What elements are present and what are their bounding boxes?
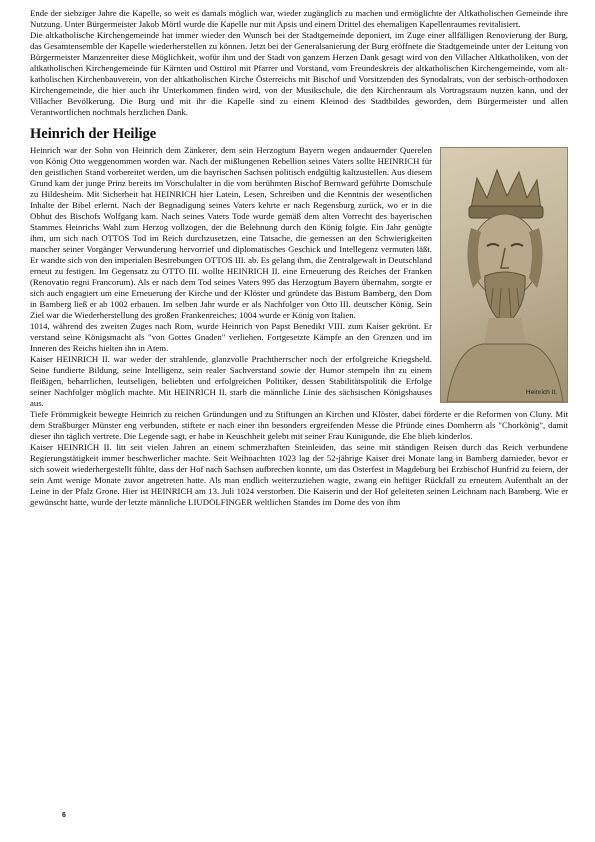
section-paragraph-3: Kaiser HEINRICH II. war weder der strahlende, glanzvolle Prachtherrscher noch der erfolgreiche Kriegsheld. Seine fundierte Bildung, seine Intelligenz, sein realer Sachverstand sowie der Humor stempeln ihn zu einem fleißigen, beharrlichen, leutseligen, beliebten und erfolgreichen Politiker, dessen Stabilitätspolitik die Erfolge seiner Nachfolger möglich machte. Mit HEINRICH II. starb die männliche Linie des sächsischen Königshauses aus.	[30, 354, 432, 408]
document-page	[30, 8, 568, 508]
bust-sculpture-image	[441, 148, 567, 402]
figure-caption: Heinrich II.	[525, 389, 557, 396]
portrait-figure	[440, 147, 568, 403]
section-heading: Heinrich der Heilige	[30, 126, 157, 142]
page-number: 6	[62, 812, 66, 819]
intro-paragraph-1: Ende der siebziger Jahre die Kapelle, so weit es damals möglich war, wieder zugänglich zu machen und ermöglichte der Altkatholischen Gemeinde ihre Nutzung. Unter Bürgermeister Jakob Mörtl wurde die Kapelle nur mit Apsis und einem Drittel des ehemaligen Kapellenraumes revitalisiert.	[30, 8, 568, 29]
intro-paragraph-2: Die altkatholische Kirchengemeinde hat immer wieder den Wunsch bei der Stadtgemeinde deponiert, im Zuge einer allfälligen Renovierung der Burg, das Gesamtensemble der Kapelle wiederherstellen zu können. Jetzt bei der Generalsanierung der Burg eröffnete die Stadtgemeinde unter der Leitung von Bürgermeister Manzenreiter diese Möglichkeit, wofür ihm und der Stadt von ganzem Herzen Dank gesagt wird von den Villacher Altkatholiken, von der altkatholischen Kirchengemeinde für Kärnten und Osttirol mit Pfarrer und Vorstand, vom Freundeskreis der altkatholischen Kirchengemeinde, vom alt-katholischen Kirchenbauverein, von der altkatholischen Kirche Österreichs mit Bischof und Vorsitzenden des Synodalrats, von der serbisch-orthodoxen Kirchengemeinde, die hier auch ihr Unterkommen finden wird, von der Musikschule, die den Kirchenraum als Vortragsraum nutzen kann, und der Villacher Bevölkerung. Die Burg und mit ihr die Kapelle sind zu einem Kleinod des Stadtbildes geworden, dem Bürgermeister und allen Verantwortlichen nochmals herzlichen Dank.	[30, 30, 568, 117]
section-paragraph-2: 1014, während des zweiten Zuges nach Rom, wurde Heinrich von Papst Benedikt VIII. zum Kaiser gekrönt. Er verstand seine Königsmacht als "von Gottes Gnaden" verliehen. Fortgesetzte Kämpfe an den Grenzen und im Inneren des Reichs hielten ihn in Atem.	[30, 321, 432, 353]
section-body	[30, 145, 568, 508]
section-paragraph-1: Heinrich war der Sohn von Heinrich dem Zänkerer, dem sein Herzogtum Bayern wegen andauernder Querelen von König Otto weggenommen worden war. Nach der mißlungenen Rebellion seines Vaters sollte HEINRICH für den geistlichen Stand vorbereitet werden, um die bayrischen Sachsen politisch endgültig kaltzustellen. Aus diesem Grund kam der junge Prinz bereits im Vorschulalter in die vom berühmten Bischof Bernward geführte Domschule zu Hildesheim. Mit Sicherheit hat HEINRICH hier Latein, Lesen, Schreiben und die Kenntnis der wesentlichen Inhalte der Bibel erlernt. Nach der Begnadigung seines Vaters kehrte er nach Regensburg zurück, wo er in die Obhut des Bischofs Wolfgang kam. Nach seines Vaters Tode wurde gemäß dem alten Vorrecht des bayerischen Stammes Heinrichs Wahl zum Herzog vollzogen, der die Belehnung durch den König folgte. Ein Jahr genügte ihm, um sich nach OTTOS Tod im Reich durchzusetzen, eine Tatsache, die gemessen an den Schwierigkeiten mancher seiner Vorgänger Verwunderung hervorrief und diplomatisches Geschick und Intellegenz vermuten läßt. Er wandte sich von den imperialen Bestrebungen OTTOS III. ab. Es gelang ihm, die Zentralgewalt in Deutschland erneut zu festigen. Im Gegensatz zu OTTO III. wollte HEINRICH II. eine Erneuerung des Reiches der Franken (Renovatio regni Francorum). Als er nach dem Tod seines Vaters 995 das Herzogtum Bayern übernahm, sorgte er sich auch engagiert um eine Erneuerung der Kirche und der Klöster und gründete das Bistum Bamberg, den Dom in Bamberg ließ er ab 1002 erbauen. Im selben Jahr wurde er als Nachfolger von Otto III. deutscher König. Sein Ziel war die Wiederherstellung des großen Frankenreiches; 1004 wurde er König von Italien.	[30, 145, 432, 320]
section-paragraph-5: Kaiser HEINRICH II. litt seit vielen Jahren an einem schmerzhaften Steinleiden, das seine mit ständigen Reisen durch das Reich verbundene Regierungstätigkeit immer beschwerlicher machte. Seit Weihnachten 1023 lag der 52-jährige Kaiser drei Monate lang in Bamberg darnieder, bevor er sich soweit wiederhergestellt fühlte, dass der Hof nach Sachsen aufbrechen konnte, um das Osterfest in Magdeburg bei Erzbischof Hunfrid zu feiern, der sein Amt wenige Monate zuvor angetreten hatte. Als man endlich weiterzuziehen wagte, zwang ein heftiger Rückfall zu erneutem Aufenthalt an der Leine in der Pfalz Grone. Hier ist HEINRICH am 13. Juli 1024 verstorben. Die Kaiserin und der Hof geleiteten seinen Leichnam nach Bamberg. Wie er gewünscht hatte, wurde der letzte männliche LIUDOLFINGER weltlichen Standes im Dome des von ihm	[30, 442, 568, 507]
section-paragraph-4: Tiefe Frömmigkeit bewegte Heinrich zu reichen Gründungen und zu Stiftungen an Kirchen und Klöster, dabei förderte er die Reformen von Cluny. Mit dem Straßburger Münster eng verbunden, stiftete er nach einer ihn besonders ergreifenden Messe die Pfründe eines Domherrn als "Chorkönig", damit dieser ihn täglich vertrete. Die Legende sagt, er habe in Keuschheit gelebt mit seiner Frau Kunigunde, die Ehe blieb kinderlos.	[30, 409, 568, 441]
